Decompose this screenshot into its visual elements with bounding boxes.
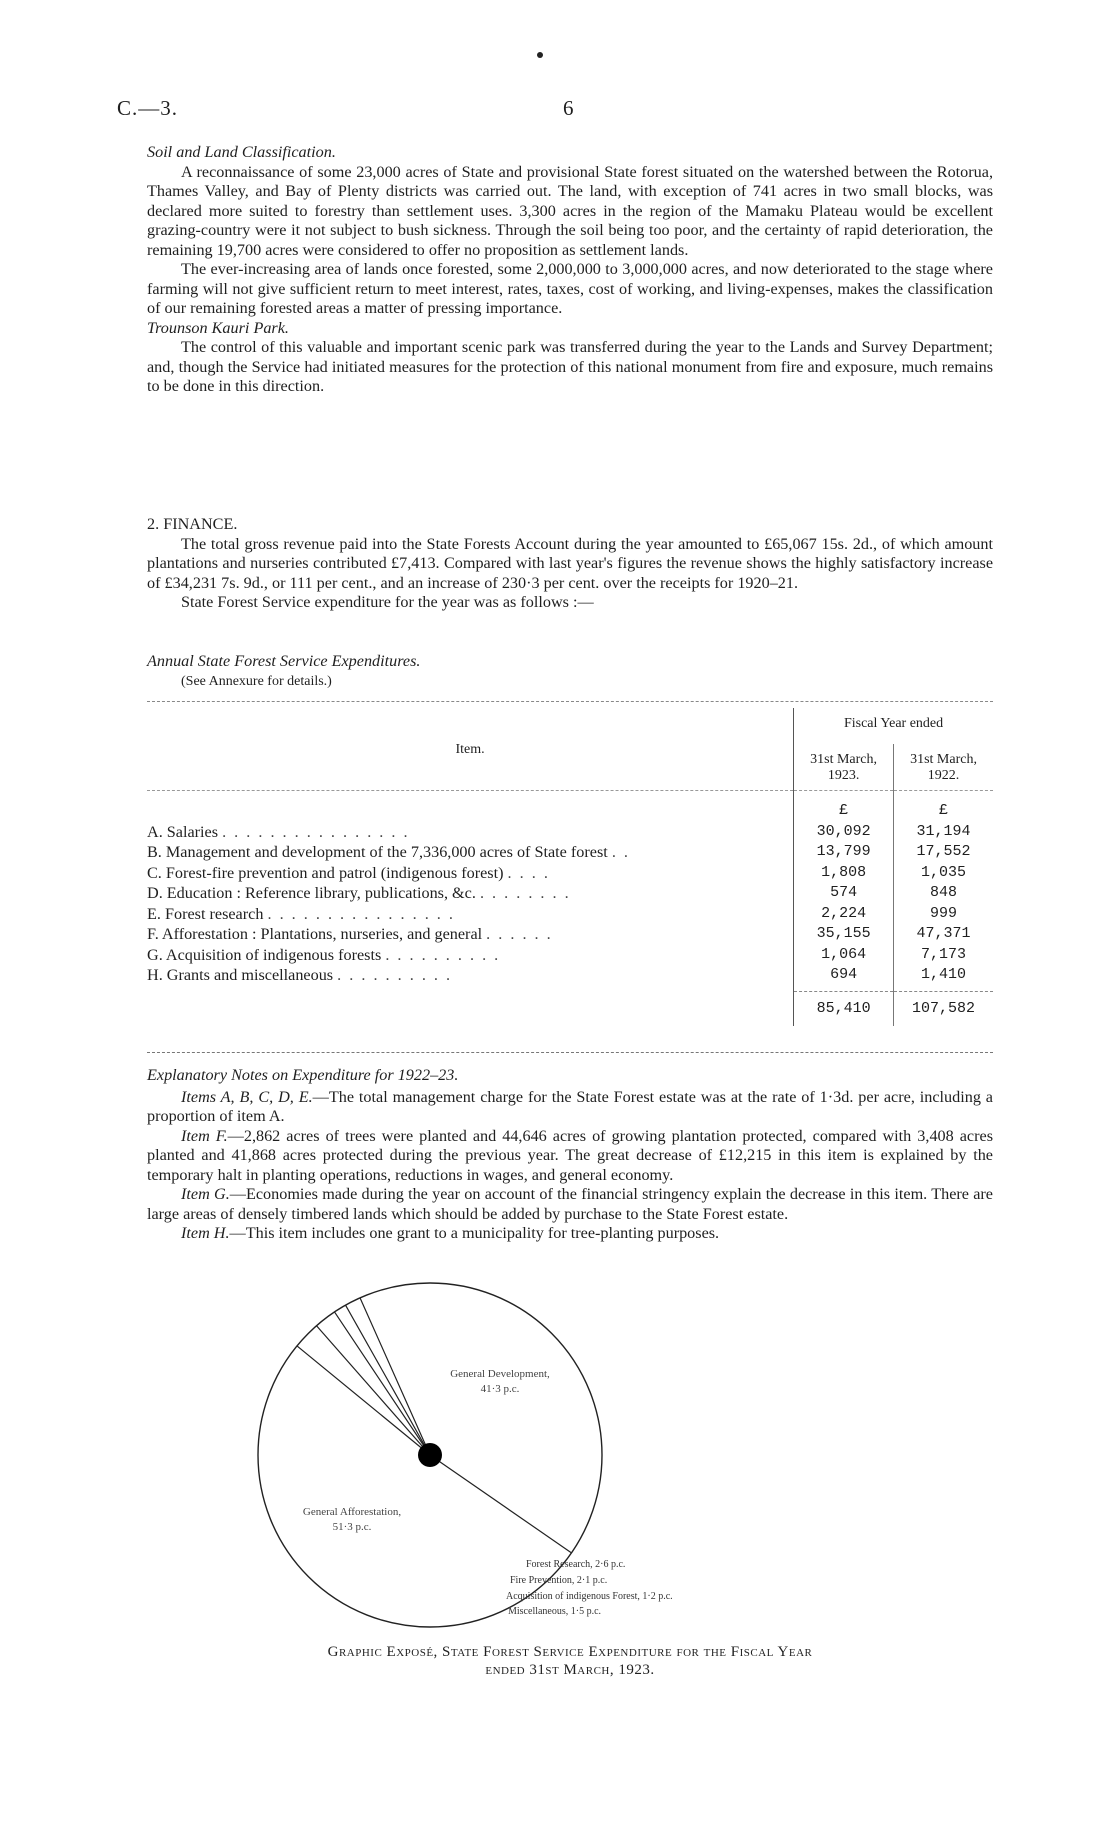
- row-value-1923: 30,092: [794, 822, 894, 843]
- slice-label-miscellaneous: Miscellaneous, 1·5 p.c.: [508, 1606, 602, 1617]
- park-heading: Trounson Kauri Park.: [147, 318, 289, 337]
- soil-paragraph-1: A reconnaissance of some 23,000 acres of State and provisional State forest situated on the watershed between the Rotorua, Thames Valley, and Bay of Plenty districts was carried out. The land, with exception of 741 acres in two small blocks, was declared more suited to forestry than settlement uses. 3,300 acres in the region of the Mamaku Plateau would be excellent grazing-country were it not subject to bush sickness. Through the soil being too poor, and the certainty of rapid deterioration, the remaining 19,700 acres were considered to offer no proposition as settlement lands.: [147, 162, 993, 259]
- col-1923-header: 31st March, 1923.: [794, 744, 894, 791]
- currency-1923: £: [794, 801, 894, 822]
- row-leader-dots: . . . . . . . . . .: [385, 945, 501, 964]
- row-leader-dots: . .: [611, 843, 630, 861]
- note-lead: Item H.: [181, 1224, 230, 1242]
- pie-slice-boundary-0: [360, 1298, 430, 1455]
- row-leader-dots: . . . .: [507, 863, 550, 882]
- finance-paragraph-2: State Forest Service expenditure for the year was as follows :—: [181, 593, 594, 611]
- slice-pct-general-development: 41·3 p.c.: [480, 1383, 520, 1395]
- expenditure-table: [147, 708, 993, 1026]
- slice-label-fire-prevention: Fire Prevention, 2·1 p.c.: [510, 1575, 608, 1586]
- note-paragraph: [147, 1224, 993, 1244]
- note-paragraph: [147, 1127, 993, 1186]
- row-leader-dots: . . . . . . . . . . . . . . . .: [267, 904, 455, 923]
- row-value-1923: 1,064: [794, 945, 894, 966]
- row-value-1922: 7,173: [894, 945, 993, 966]
- row-label: F. Afforestation : Plantations, nurseries, and general: [147, 925, 483, 943]
- table-row: [147, 965, 993, 986]
- row-leader-dots: . . . . . . . .: [479, 884, 571, 902]
- row-value-1923: 13,799: [794, 842, 894, 863]
- table-row: [147, 904, 993, 925]
- note-lead: Item F.: [181, 1126, 228, 1145]
- table-bottom-rule: [147, 1052, 993, 1053]
- note-text: —Economies made during the year on account of the financial stringency explain the decrease in this item. There are large areas of densely timbered lands which should be added by purchase to the State Forest estate.: [147, 1185, 993, 1223]
- row-leader-dots: . . . . . .: [486, 925, 553, 943]
- pie-slice-boundary-1: [430, 1455, 571, 1553]
- row-label: D. Education : Reference library, publications, &c.: [147, 884, 476, 902]
- pie-slice-boundary-4: [335, 1312, 430, 1455]
- row-value-1923: 694: [794, 965, 894, 986]
- row-label: G. Acquisition of indigenous forests: [147, 945, 382, 964]
- slice-pct-general-afforestation: 51·3 p.c.: [332, 1521, 372, 1533]
- note-paragraph: [147, 1088, 993, 1127]
- table-title: Annual State Forest Service Expenditures.: [147, 652, 421, 670]
- table-row: [147, 945, 993, 966]
- note-lead: Items A, B, C, D, E.: [181, 1087, 313, 1106]
- note-paragraph: [147, 1185, 993, 1224]
- finance-heading: 2. FINANCE.: [147, 515, 238, 533]
- row-value-1922: 17,552: [894, 842, 993, 863]
- note-text: —This item includes one grant to a municipality for tree-planting purposes.: [229, 1224, 720, 1242]
- pie-slice-boundary-5: [346, 1305, 430, 1455]
- note-lead: Item G.: [181, 1185, 230, 1203]
- notes-heading: Explanatory Notes on Expenditure for 1922–23.: [147, 1066, 459, 1084]
- soil-section: [147, 143, 993, 397]
- row-value-1922: 1,410: [894, 965, 993, 986]
- total-1923: 85,410: [794, 992, 894, 1026]
- slice-label-acquisition-of-indigenous-forest: Acquisition of indigenous Forest, 1·2 p.c.: [506, 1591, 673, 1602]
- fiscal-year-header: Fiscal Year ended: [794, 708, 993, 744]
- finance-paragraph-1: The total gross revenue paid into the State Forests Account during the year amounted to £65,067 15s. 2d., of which amount plantations and nurseries contributed £7,413. Compared with last year's figures the revenue shows the highly satisfactory increase of £34,231 7s. 9d., or 111 per cent., and an increase of 230·3 per cent. over the receipts for 1920–21.: [147, 534, 993, 592]
- pie-slice-boundary-3: [317, 1326, 430, 1455]
- row-value-1923: 574: [794, 883, 894, 904]
- finance-section: [147, 515, 993, 613]
- table-note: (See Annexure for details.): [181, 673, 332, 689]
- table-row: [147, 863, 993, 884]
- currency-1922: £: [894, 801, 993, 822]
- row-value-1922: 848: [894, 883, 993, 904]
- table-row: [147, 883, 993, 904]
- row-value-1923: 1,808: [794, 863, 894, 884]
- slice-label-forest-research: Forest Research, 2·6 p.c.: [526, 1559, 626, 1570]
- notes-list: [147, 1088, 993, 1244]
- table-top-rule: [147, 701, 993, 702]
- note-text: —The total management charge for the State Forest estate was at the rate of 1·3d. per acre, including a proportion of item A.: [147, 1087, 993, 1125]
- notes-section: [147, 1066, 993, 1244]
- caption-line-2: ended 31st March, 1923.: [485, 1662, 655, 1678]
- row-label: B. Management and development of the 7,336,000 acres of State forest: [147, 843, 608, 861]
- row-leader-dots: . . . . . . . . . . . . . . . .: [222, 822, 410, 841]
- row-value-1922: 47,371: [894, 924, 993, 945]
- row-value-1922: 999: [894, 904, 993, 925]
- row-leader-dots: . . . . . . . . . .: [337, 966, 453, 984]
- note-text: —2,862 acres of trees were planted and 44,646 acres of growing plantation protected, compared with 3,408 acres planted and 41,868 acres protected during the previous year. The great decrease of £12,215 in this item is explained by the temporary halt in planting operations, reductions in wages, and general economy.: [147, 1126, 993, 1184]
- row-label: A. Salaries: [147, 822, 219, 841]
- row-label: E. Forest research: [147, 904, 264, 923]
- col-1922-header: 31st March, 1922.: [894, 744, 993, 791]
- soil-paragraph-2: The ever-increasing area of lands once forested, some 2,000,000 to 3,000,000 acres, and now deteriorated to the stage where farming will not give sufficient return to meet interest, rates, taxes, cost of working, and living-expenses, makes the classification of our remaining forested areas a matter of pressing importance.: [147, 260, 993, 317]
- table-title-block: [147, 652, 993, 691]
- header-rule: [147, 791, 794, 802]
- table-row: [147, 924, 993, 945]
- row-value-1922: 31,194: [894, 822, 993, 843]
- row-value-1923: 2,224: [794, 904, 894, 925]
- page-number: 6: [563, 96, 575, 120]
- expenditure-pie-chart: [200, 1275, 920, 1640]
- table-row: [147, 822, 993, 843]
- table-row: [147, 842, 993, 863]
- slice-label-general-development: General Development,: [450, 1368, 550, 1380]
- caption-line-1: Graphic Exposé, State Forest Service Expenditure for the Fiscal Year: [327, 1644, 813, 1660]
- item-column-header: Item.: [455, 741, 485, 757]
- row-value-1923: 35,155: [794, 924, 894, 945]
- page-code: C.—3.: [117, 96, 179, 120]
- row-label: C. Forest-fire prevention and patrol (indigenous forest): [147, 863, 504, 882]
- pie-center-hub: [418, 1443, 442, 1467]
- total-1922: 107,582: [894, 992, 993, 1026]
- slice-label-general-afforestation: General Afforestation,: [302, 1506, 402, 1518]
- row-label: H. Grants and miscellaneous: [147, 966, 334, 984]
- soil-heading: Soil and Land Classification.: [147, 143, 336, 161]
- park-paragraph: The control of this valuable and important scenic park was transferred during the year to the Lands and Survey Department; and, though the Service had initiated measures for the protection of this national monument from fire and exposure, much remains to be done in this direction.: [147, 338, 993, 395]
- row-value-1922: 1,035: [894, 863, 993, 884]
- chart-caption: [147, 1643, 993, 1679]
- top-dot-mark: [537, 52, 543, 58]
- pie-slice-boundary-2: [297, 1346, 430, 1455]
